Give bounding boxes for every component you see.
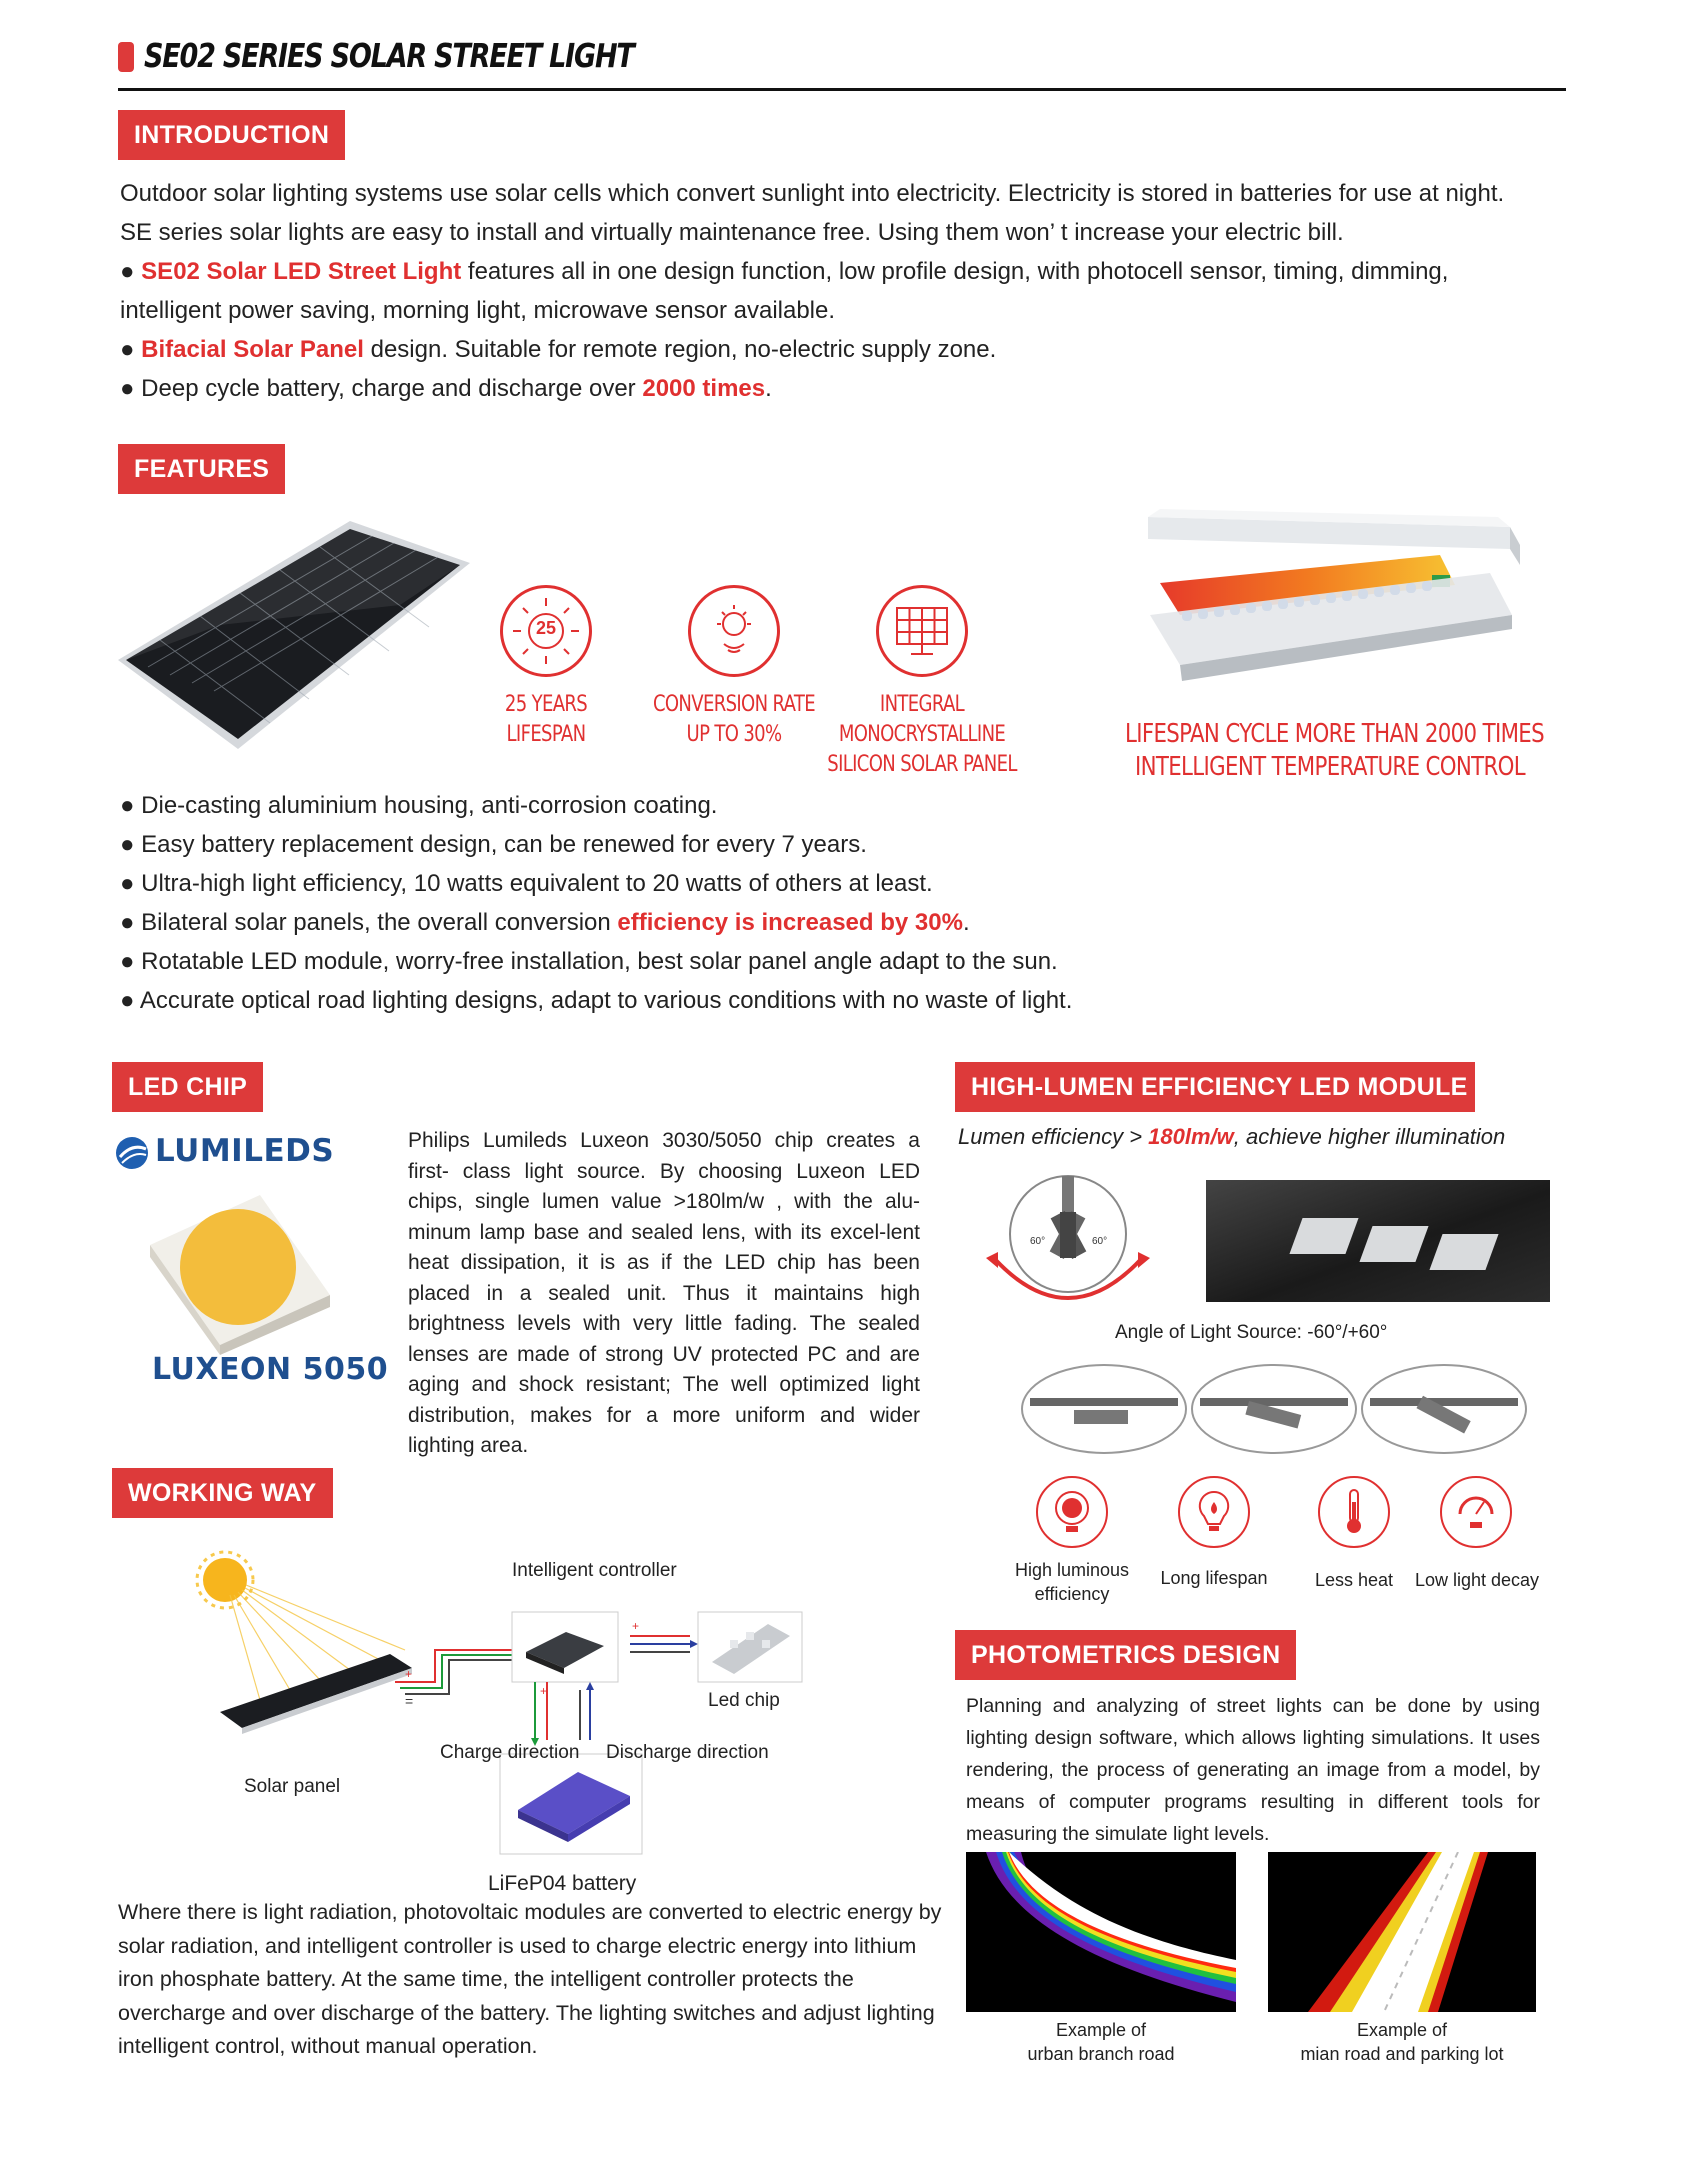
intro-bullet-1: ● SE02 Solar LED Street Light features all in one design function, low profile design, with photocell sensor, timing, dimming, [120, 258, 1449, 285]
intro-line-1: Outdoor solar lighting systems use solar cells which convert sunlight into electricity. Electricity is stored in batteries for use at night. [120, 180, 1505, 207]
intro-bullet-3-pre: Deep cycle battery, charge and discharge over [141, 375, 643, 402]
module-light-1 [1289, 1218, 1358, 1254]
urban-caption-line2: urban branch road [1027, 2044, 1175, 2064]
photometrics-description: Planning and analyzing of street lights can be done by using lighting design software, which allows lighting simulations. It uses rendering, the process of generating an image from a model, by means of computer programs resulting in different tools for measuring the simulate light levels. [966, 1695, 1540, 1845]
features-heading: FEATURES [118, 444, 285, 494]
module-light-2 [1359, 1226, 1428, 1262]
rotation-angle-diagram [978, 1172, 1158, 1312]
feature-bullet-text: Die-casting aluminium housing, anti-corrosion coating. [141, 792, 718, 819]
feature-battery-line2: INTELLIGENT TEMPERATURE CONTROL [1134, 752, 1526, 782]
icon-caption-decay: Low light decay [1414, 1570, 1540, 1590]
intro-bullet-3: ● Deep cycle battery, charge and discharge over 2000 times. [120, 375, 772, 402]
intro-line-2: SE series solar lights are easy to install and virtually maintenance free. Using them won’ t increase your electric bill. [120, 219, 1344, 246]
angle-left-label: 60° [1030, 1236, 1046, 1247]
intro-bullet-2-bold: Bifacial Solar Panel [141, 336, 364, 363]
feature-conversion-label [636, 690, 833, 750]
icon-caption-lifespan: Long lifespan [1160, 1568, 1268, 1588]
title-rule [118, 88, 1566, 91]
photometric-image-mainroad [1268, 1852, 1536, 2012]
solar-grid-icon [876, 585, 968, 677]
lumileds-logo-icon [114, 1135, 150, 1171]
controller-label: Intelligent controller [512, 1560, 677, 1581]
lumen-efficiency-line [958, 1124, 1505, 1150]
lumen-eff-post: , achieve higher illumination [1233, 1124, 1506, 1149]
feature-lifespan-line1: 25 YEARS [504, 692, 588, 717]
feature-mono-line2: MONOCRYSTALLINE [838, 722, 1006, 747]
photometric-caption-urban [966, 2018, 1236, 2066]
feature-battery-label [1125, 718, 1545, 784]
led-chip-heading: LED CHIP [112, 1062, 263, 1112]
icon-caption-luminous [995, 1558, 1149, 1606]
feature-bullet: ● Bilateral solar panels, the overall conversion efficiency is increased by 30%. [120, 909, 970, 936]
feature-conversion-line2: UP TO 30% [686, 722, 782, 747]
angle-right-label: 60° [1092, 1236, 1108, 1247]
charge-direction-label: Charge direction [440, 1742, 580, 1763]
feature-battery-line1: LIFESPAN CYCLE MORE THAN 2000 TIMES [1125, 719, 1545, 749]
mainroad-caption-line1: Example of [1356, 2020, 1448, 2040]
angle-caption: Angle of Light Source: -60°/+60° [1115, 1322, 1388, 1343]
battery-pack-image [1120, 505, 1550, 705]
solar-panel-label: Solar panel [244, 1776, 341, 1797]
photometrics-heading: PHOTOMETRICS DESIGN [955, 1630, 1296, 1680]
intro-bullet-2-rest: design. Suitable for remote region, no-electric supply zone. [363, 336, 997, 363]
light-decay-gauge-icon [1440, 1476, 1512, 1548]
feature-bullet: ● Rotatable LED module, worry-free installation, best solar panel angle adapt to the sun. [120, 948, 1058, 975]
battery-label: LiFeP04 battery [488, 1872, 637, 1895]
feature-mono-line1: INTEGRAL [879, 692, 965, 717]
icon-caption-heat: Less heat [1314, 1570, 1394, 1590]
module-heading: HIGH-LUMEN EFFICIENCY LED MODULE [955, 1062, 1475, 1112]
intro-bullet-1-cont: intelligent power saving, morning light, microwave sensor available. [120, 297, 836, 324]
led-module-photo [1206, 1180, 1550, 1302]
svg-text:+: + [405, 1667, 413, 1681]
page-title: SE02 SERIES SOLAR STREET LIGHT [144, 36, 634, 75]
feature-lifespan-label [464, 690, 628, 750]
lumen-eff-pre: Lumen efficiency > [958, 1124, 1149, 1149]
svg-text:=: = [405, 1693, 414, 1709]
conversion-sun-icon [688, 585, 780, 677]
luminous-line1: High luminous [1014, 1560, 1130, 1580]
feature-bullet-4-post: . [962, 909, 970, 936]
solar-panel-image [100, 515, 480, 755]
lumileds-brand: LUMILEDS [155, 1133, 335, 1169]
intro-bullet-2: ● Bifacial Solar Panel design. Suitable for remote region, no-electric supply zone. [120, 336, 997, 363]
intro-bullet-3-bold: 2000 times [642, 375, 766, 402]
lifespan-25-icon [500, 585, 592, 677]
feature-bullet-text: Easy battery replacement design, can be renewed for every 7 years. [141, 831, 867, 858]
led-chip-diagram-label: Led chip [708, 1690, 780, 1711]
luxeon-model: LUXEON 5050 [152, 1352, 389, 1387]
led-chip-image [140, 1185, 340, 1355]
feature-monocrystalline-label [824, 690, 1021, 780]
feature-bullet: ● Die-casting aluminium housing, anti-corrosion coating. [120, 792, 718, 819]
high-luminous-icon [1036, 1476, 1108, 1548]
intro-text [120, 174, 1580, 408]
feature-bullet-4-pre: Bilateral solar panels, the overall conversion [141, 909, 618, 936]
features-bullets [120, 786, 1580, 1020]
urban-caption-line1: Example of [1055, 2020, 1147, 2040]
working-way-heading: WORKING WAY [112, 1468, 333, 1518]
lumen-eff-bold: 180lm/w [1148, 1124, 1234, 1149]
working-way-description: Where there is light radiation, photovoltaic modules are converted to electric energy by solar radiation, and intelligent controller is used to charge electric energy into lithium iron phosphate battery. At the same time, the intelligent controller protects the overcharge and over discharge of the battery. The lighting switches and adjust lighting intelligent control, without manual operation. [118, 1900, 942, 2058]
feature-bullet-text: Rotatable LED module, worry-free installation, best solar panel angle adapt to the sun. [141, 948, 1058, 975]
intro-heading: INTRODUCTION [118, 110, 345, 160]
luminous-line2: efficiency [1034, 1584, 1110, 1604]
module-light-3 [1429, 1234, 1498, 1270]
feature-bullet: ● Ultra-high light efficiency, 10 watts equivalent to 20 watts of others at least. [120, 870, 933, 897]
module-ellipse-3 [1360, 1362, 1528, 1456]
feature-bullet-4-bold: efficiency is increased by 30% [617, 909, 963, 936]
photometric-caption-mainroad [1268, 2018, 1536, 2066]
intro-bullet-1-bold: SE02 Solar LED Street Light [141, 258, 462, 285]
feature-bullet-text: Accurate optical road lighting designs, adapt to various conditions with no waste of light. [139, 987, 1073, 1014]
svg-text:+: + [540, 1684, 548, 1698]
module-ellipse-2 [1190, 1362, 1358, 1456]
feature-bullet: ● Easy battery replacement design, can be renewed for every 7 years. [120, 831, 867, 858]
led-chip-description: Philips Lumileds Luxeon 3030/5050 chip creates a first- class light source. By choosing Luxeon LED chips, single lumen value >180lm/w , with the alu-minum lamp base and sealed lens, with its excel-lent heat dissipation, it is as if the LED chip has been placed in a sealed unit. Thus it maintains high brightness levels with very little fading. The sealed lenses are made of strong UV protected PC and are aging and shock resistant; The well optimized light distribution, makes for a more uniform and wider lighting area. [408, 1129, 920, 1457]
feature-bullet-text: Ultra-high light efficiency, 10 watts equivalent to 20 watts of others at least. [141, 870, 933, 897]
feature-bullet: ● Accurate optical road lighting designs, adapt to various conditions with no waste of light. [120, 987, 1073, 1014]
mainroad-caption-line2: mian road and parking lot [1300, 2044, 1504, 2064]
intro-bullet-3-post: . [765, 375, 772, 402]
intro-bullet-1-rest: features all in one design function, low profile design, with photocell sensor, timing, dimming, [461, 258, 1449, 285]
feature-lifespan-line2: LIFESPAN [506, 722, 586, 747]
module-ellipse-1 [1020, 1362, 1188, 1456]
thermometer-icon [1318, 1476, 1390, 1548]
photometric-image-urban [966, 1852, 1236, 2012]
svg-text:+: + [632, 1619, 640, 1633]
discharge-direction-label: Discharge direction [606, 1742, 769, 1763]
title-marker [118, 42, 134, 72]
long-lifespan-icon [1178, 1476, 1250, 1548]
feature-conversion-line1: CONVERSION RATE [652, 692, 816, 717]
lifespan-badge-number: 25 [535, 618, 557, 638]
feature-mono-line3: SILICON SOLAR PANEL [827, 752, 1017, 777]
